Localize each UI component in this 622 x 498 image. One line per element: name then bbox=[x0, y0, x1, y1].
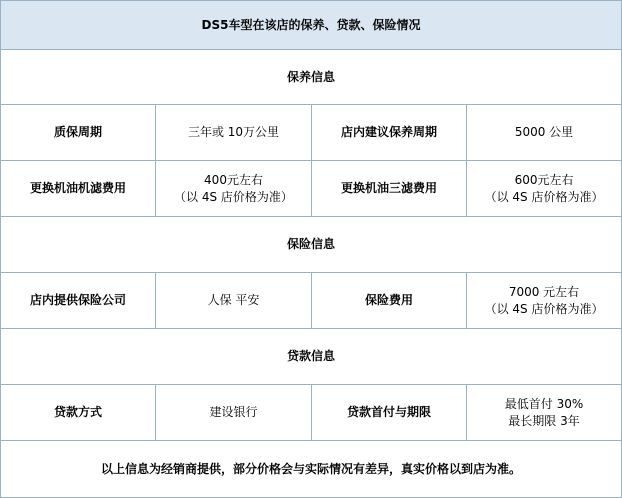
warranty-period-label: 质保周期 bbox=[1, 105, 156, 161]
table-title: DS5车型在该店的保养、贷款、保险情况 bbox=[1, 1, 622, 50]
loan-method-value bbox=[156, 385, 312, 441]
table-row bbox=[1, 105, 622, 161]
maintenance-interval-text: 5000 公里 bbox=[514, 125, 574, 139]
three-filter-cost-value bbox=[467, 161, 622, 217]
loan-term-length: 最长期限 3年 bbox=[508, 413, 580, 428]
maintenance-interval-label: 店内建议保养周期 bbox=[312, 105, 467, 161]
oil-filter-cost-price: 400元左右 bbox=[204, 172, 263, 187]
section-loan: 贷款信息 bbox=[1, 329, 622, 385]
insurance-company-text: 人保 平安 bbox=[207, 293, 260, 307]
three-filter-cost-price: 600元左右 bbox=[514, 172, 574, 187]
three-filter-cost-label: 更换机油三滤费用 bbox=[312, 161, 467, 217]
insurance-cost-label: 保险费用 bbox=[312, 273, 467, 329]
insurance-company-label: 店内提供保险公司 bbox=[1, 273, 156, 329]
section-maintenance: 保养信息 bbox=[1, 50, 622, 105]
warranty-period-text: 三年或 10万公里 bbox=[187, 125, 280, 139]
loan-method-text: 建设银行 bbox=[209, 405, 258, 419]
three-filter-cost-note: （以 4S 店价格为准） bbox=[484, 189, 604, 204]
insurance-cost-note: （以 4S 店价格为准） bbox=[484, 301, 604, 316]
insurance-cost-price: 7000 元左右 bbox=[508, 284, 580, 299]
insurance-cost-value bbox=[467, 273, 622, 329]
loan-terms-value bbox=[467, 385, 622, 441]
loan-method-label: 贷款方式 bbox=[1, 385, 156, 441]
oil-filter-cost-value bbox=[156, 161, 312, 217]
table-row bbox=[1, 273, 622, 329]
maintenance-interval-value bbox=[467, 105, 622, 161]
oil-filter-cost-label: 更换机油机滤费用 bbox=[1, 161, 156, 217]
section-insurance: 保险信息 bbox=[1, 217, 622, 273]
loan-down-payment: 最低首付 30% bbox=[504, 396, 584, 411]
loan-terms-label: 贷款首付与期限 bbox=[312, 385, 467, 441]
insurance-company-value bbox=[156, 273, 312, 329]
table-row bbox=[1, 385, 622, 441]
footer-note: 以上信息为经销商提供，部分价格会与实际情况有差异，真实价格以到店为准。 bbox=[1, 441, 622, 498]
table-row bbox=[1, 161, 622, 217]
oil-filter-cost-note: （以 4S 店价格为准） bbox=[174, 189, 293, 204]
warranty-period-value bbox=[156, 105, 312, 161]
